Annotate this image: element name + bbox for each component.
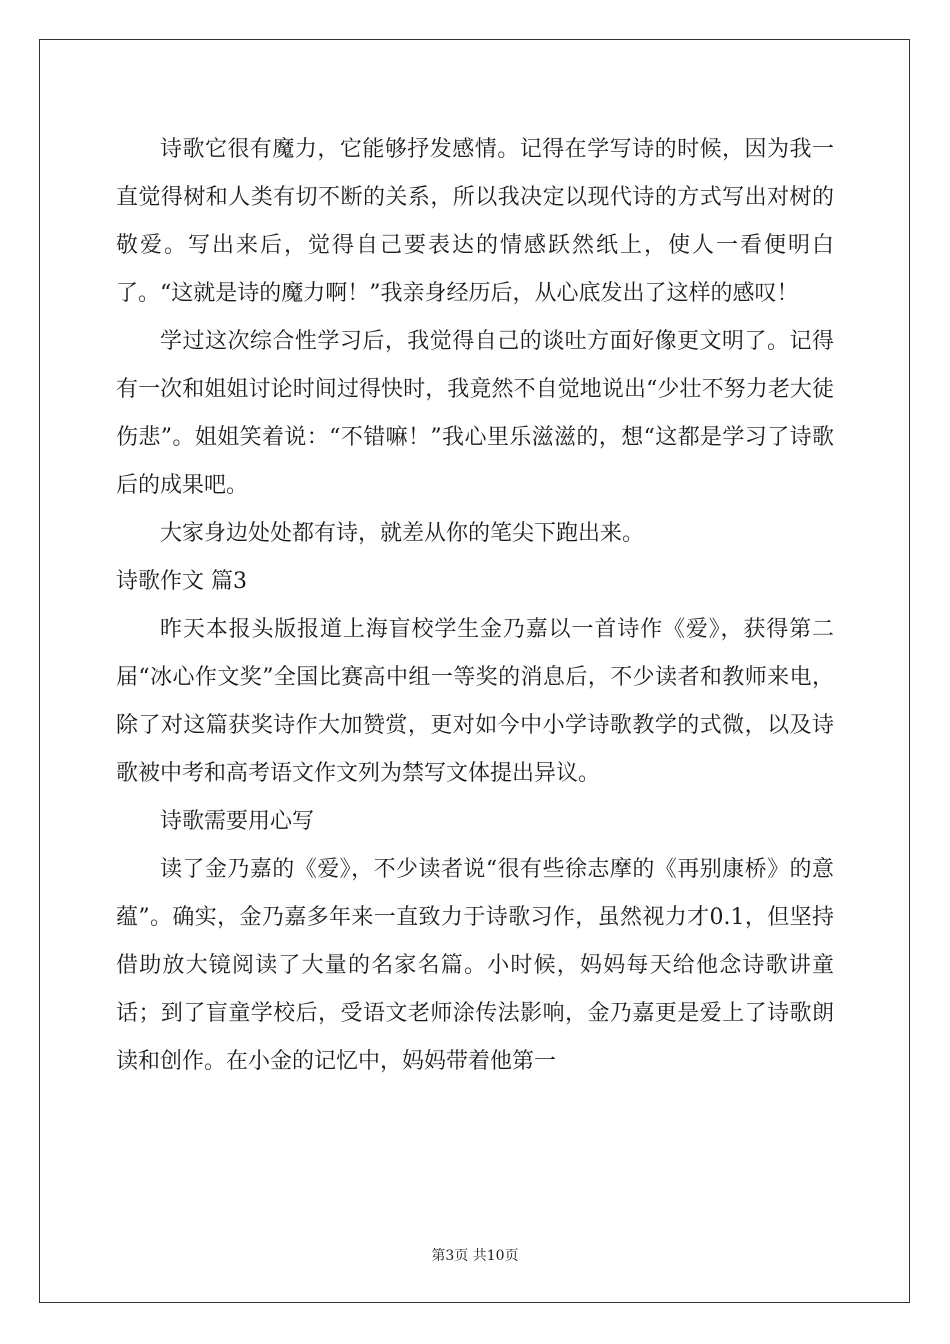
- subheading: 诗歌需要用心写: [160, 809, 315, 834]
- paragraph-news-report: 昨天本报头版报道上海盲校学生金乃嘉以一首诗作《爱》，获得第二届“冰心作文奖”全国比赛高中组一等奖的消息后，不少读者和教师来电，除了对这篇获奖诗作大加赞赏，更对如今中小学诗歌教学的式微，以及诗歌被中考和高考语文作文列为禁写文体提出异议。: [116, 617, 834, 786]
- section-heading: 诗歌作文 篇3: [116, 569, 247, 594]
- paragraph-jin-naijia: 读了金乃嘉的《爱》，不少读者说“很有些徐志摩的《再别康桥》的意蕴”。确实，金乃嘉多年来一直致力于诗歌习作，虽然视力才0.1，但坚持借助放大镜阅读了大量的名家名篇。小时候，妈妈每天给他念诗歌讲童话；到了盲童学校后，受语文老师涂传法影响，金乃嘉更是爱上了诗歌朗读和创作。在小金的记忆中，妈妈带着他第一: [116, 857, 834, 1074]
- document-body: [116, 126, 834, 1086]
- paragraph-poetry-magic: 诗歌它很有魔力，它能够抒发感情。记得在学写诗的时候，因为我一直觉得树和人类有切不断的关系，所以我决定以现代诗的方式写出对树的敬爱。写出来后，觉得自己要表达的情感跃然纸上，使人一看便明白了。“这就是诗的魔力啊！”我亲身经历后，从心底发出了这样的感叹！: [116, 137, 834, 306]
- page-footer: 第3页 共10页: [431, 1248, 519, 1264]
- paragraph-learning-result: 学过这次综合性学习后，我觉得自己的谈吐方面好像更文明了。记得有一次和姐姐讨论时间过得快时，我竟然不自觉地说出“少壮不努力老大徒伤悲”。姐姐笑着说：“不错嘛！”我心里乐滋滋的，想“这都是学习了诗歌后的成果吧。: [116, 329, 834, 498]
- paragraph-poetry-everywhere: 大家身边处处都有诗，就差从你的笔尖下跑出来。: [160, 521, 645, 546]
